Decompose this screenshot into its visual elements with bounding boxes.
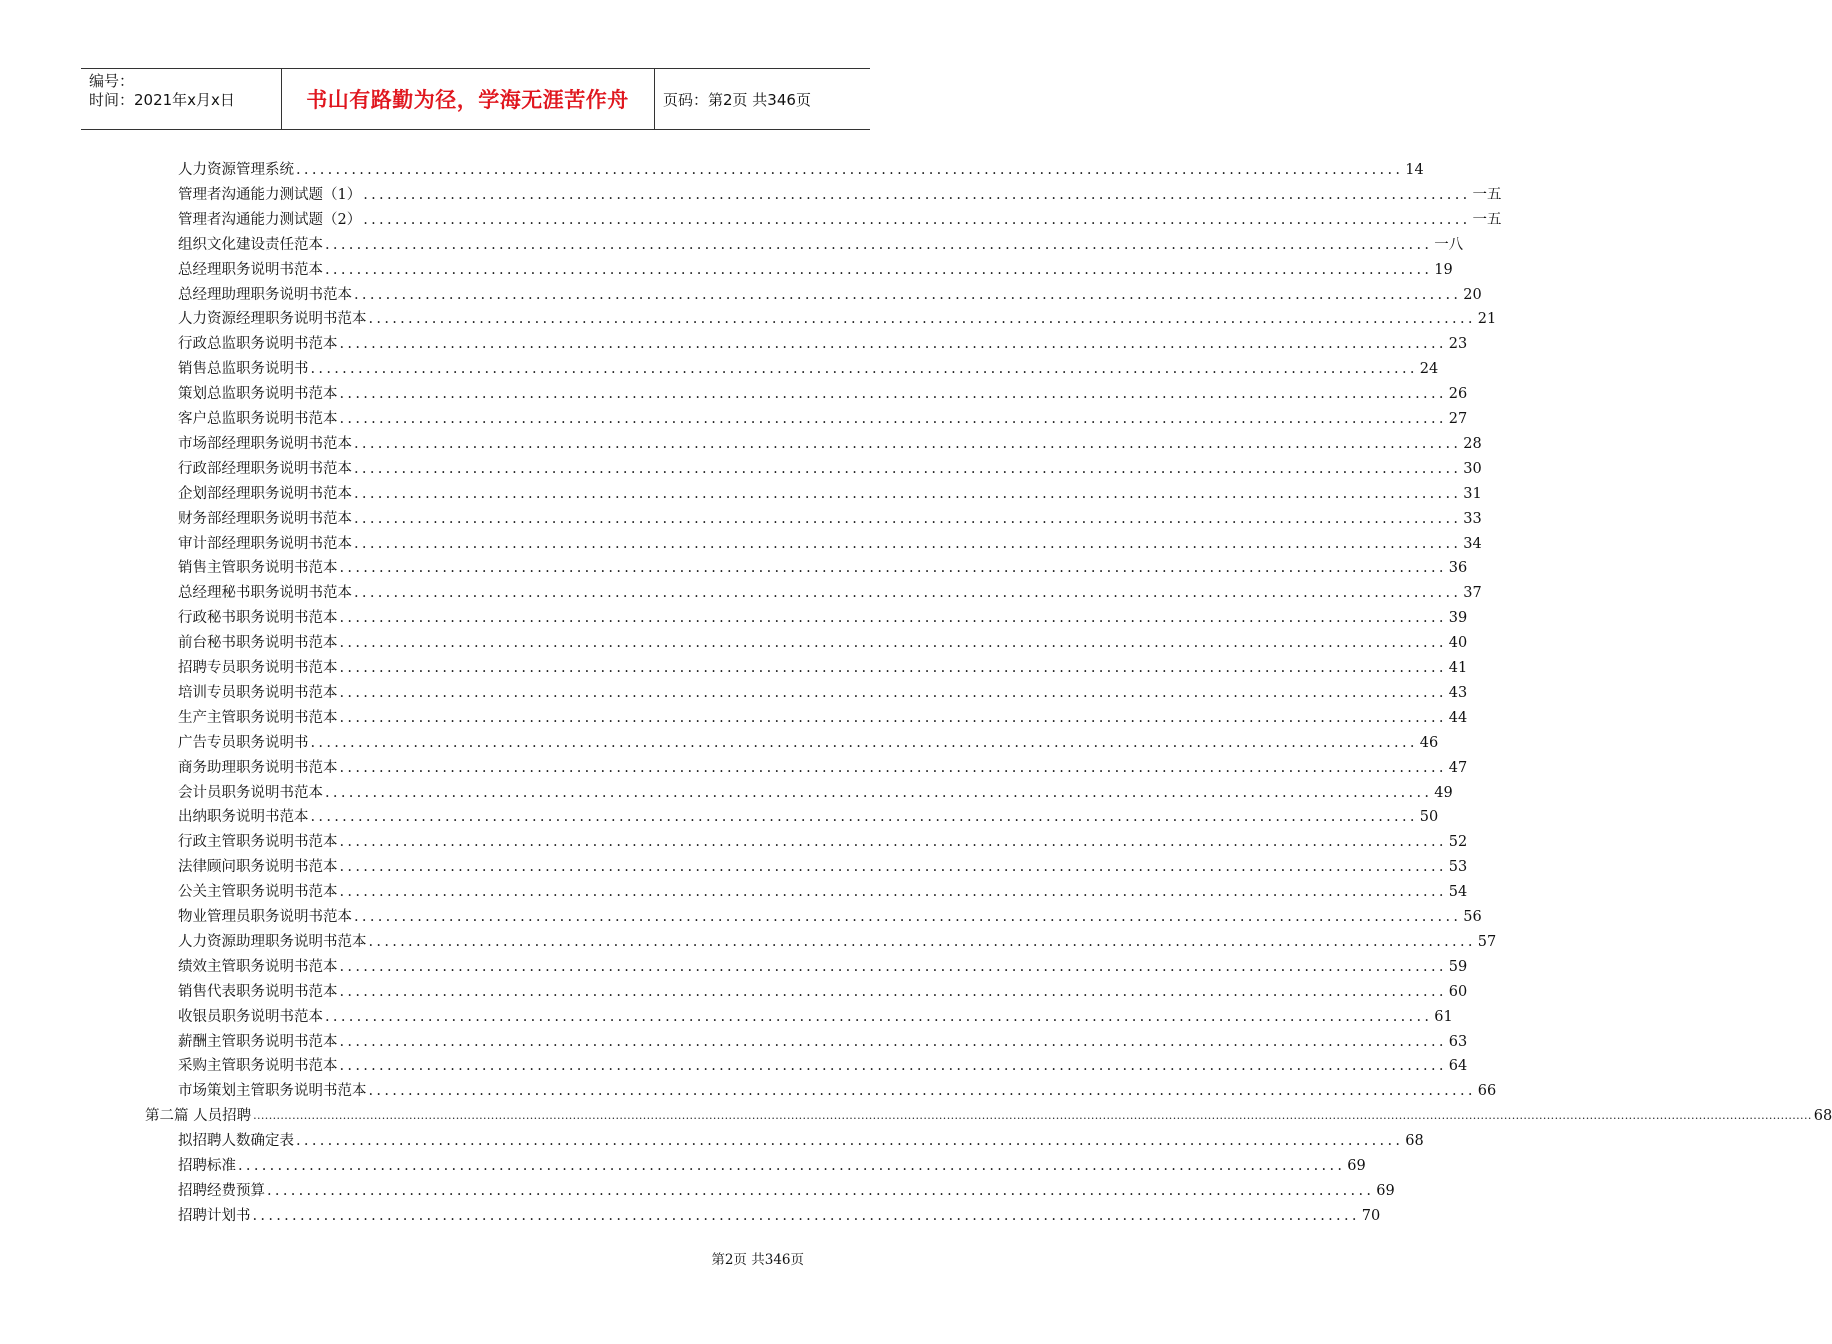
toc-entry-page: 66 xyxy=(1477,1083,1497,1100)
toc-entry-page: 一五 xyxy=(1472,186,1502,203)
toc-entry[interactable] xyxy=(178,329,1468,354)
toc-leader-dots: ............................................................................................................................................ xyxy=(339,635,1447,652)
header-divider xyxy=(654,69,655,129)
toc-entry-page: 64 xyxy=(1448,1058,1468,1075)
toc-leader-dots: ............................................................................................................................................ xyxy=(354,535,1462,552)
toc-entry[interactable] xyxy=(178,927,1497,952)
toc-entry-title: 绩效主管职务说明书范本 xyxy=(178,958,338,975)
toc-entry-title: 企划部经理职务说明书范本 xyxy=(178,485,352,502)
toc-entry[interactable] xyxy=(178,653,1468,678)
toc-entry-title: 市场部经理职务说明书范本 xyxy=(178,435,352,452)
toc-leader-dots: ............................................................................................................................................ xyxy=(368,311,1476,328)
toc-leader-dots: ............................................................................................................................................ xyxy=(310,361,1418,378)
toc-leader-dots: ............................................................................................................................................ xyxy=(363,186,1471,203)
toc-entry-title: 销售主管职务说明书范本 xyxy=(178,560,338,577)
toc-entry[interactable] xyxy=(178,155,1424,180)
toc-entry-title: 第二篇 人员招聘 xyxy=(145,1108,252,1125)
toc-entry[interactable] xyxy=(178,180,1502,205)
footer-page-number: 第2页 共346页 xyxy=(711,1252,804,1268)
toc-entry[interactable] xyxy=(178,1176,1395,1201)
toc-entry-page: 47 xyxy=(1448,759,1468,776)
toc-entry-page: 68 xyxy=(1405,1133,1424,1150)
toc-entry-page: 57 xyxy=(1477,933,1497,950)
toc-entry-page: 31 xyxy=(1463,485,1482,502)
toc-leader-dots: ............................................................................................................................................ xyxy=(310,809,1418,826)
page-header xyxy=(81,68,870,130)
toc-entry-page: 70 xyxy=(1361,1207,1381,1224)
toc-entry-title: 招聘经费预算 xyxy=(178,1182,265,1199)
toc-entry[interactable] xyxy=(178,454,1482,479)
toc-entry-page: 14 xyxy=(1405,162,1424,178)
toc-entry[interactable] xyxy=(178,827,1468,852)
toc-leader-dots: ............................................................................................................................................ xyxy=(325,784,1433,801)
toc-leader-dots: ............................................................................................................................................ xyxy=(310,734,1418,751)
toc-entry-page: 20 xyxy=(1463,286,1482,303)
toc-entry-title: 总经理职务说明书范本 xyxy=(178,261,323,278)
toc-entry[interactable] xyxy=(178,205,1502,230)
toc-entry[interactable] xyxy=(178,753,1468,778)
toc-leader-dots: ............................................................................................................................................ xyxy=(339,709,1447,726)
header-meta xyxy=(89,72,279,110)
toc-leader-dots: ............................................................................................................................................ xyxy=(339,411,1447,427)
toc-entry-title: 销售代表职务说明书范本 xyxy=(178,983,338,1000)
toc-leader-dots: ............................................................................................................................................ xyxy=(339,560,1447,577)
time-label: 时间：2021年x月x日 xyxy=(89,91,235,109)
toc-leader-dots: ............................................................................................................................................ xyxy=(339,958,1447,975)
toc-leader-dots: ............................................................................................................................................ xyxy=(354,435,1462,452)
toc-entry[interactable] xyxy=(178,354,1439,379)
toc-entry-page: 69 xyxy=(1347,1158,1366,1174)
toc-entry-title: 客户总监职务说明书范本 xyxy=(178,411,338,427)
toc-entry-page: 24 xyxy=(1419,361,1439,378)
toc-entry-page: 36 xyxy=(1448,560,1468,577)
toc-entry[interactable] xyxy=(178,952,1468,977)
toc-entry[interactable] xyxy=(178,529,1482,554)
toc-entry[interactable] xyxy=(178,578,1482,603)
toc-entry-page: 40 xyxy=(1448,635,1468,652)
toc-entry-title: 招聘标准 xyxy=(178,1158,236,1174)
toc-leader-dots: ............................................................................................................................................ xyxy=(325,1008,1433,1025)
toc-entry-title: 会计员职务说明书范本 xyxy=(178,784,323,801)
toc-entry[interactable] xyxy=(178,553,1468,578)
toc-section-heading[interactable] xyxy=(145,1101,1832,1126)
toc-entry-title: 市场策划主管职务说明书范本 xyxy=(178,1083,367,1100)
toc-entry[interactable] xyxy=(178,703,1468,728)
toc-entry-title: 人力资源管理系统 xyxy=(178,162,294,178)
toc-entry-title: 策划总监职务说明书范本 xyxy=(178,386,338,403)
toc-entry-title: 广告专员职务说明书 xyxy=(178,734,309,751)
toc-entry-title: 组织文化建设责任范本 xyxy=(178,236,323,253)
toc-leader-dots: ............................................................................................................................................ xyxy=(354,909,1462,925)
toc-entry[interactable] xyxy=(178,479,1482,504)
toc-entry-page: 63 xyxy=(1448,1033,1468,1050)
toc-entry-page: 27 xyxy=(1448,411,1468,427)
toc-entry[interactable] xyxy=(178,280,1482,305)
toc-entry-page: 37 xyxy=(1463,585,1482,602)
toc-entry[interactable] xyxy=(178,255,1453,280)
toc-entry[interactable] xyxy=(178,902,1482,927)
toc-leader-dots: ............................................................................................................................................ xyxy=(363,211,1471,228)
toc-entry-page: 59 xyxy=(1448,958,1468,975)
toc-entry-title: 生产主管职务说明书范本 xyxy=(178,709,338,726)
toc-entry-page: 19 xyxy=(1434,261,1453,278)
toc-leader-dots: ............................................................................................................................................ xyxy=(354,510,1462,527)
toc-entry-page: 52 xyxy=(1448,834,1468,851)
toc-leader-dots: ............................................................................................................................................ xyxy=(339,610,1447,627)
toc-leader-dots: ............................................................................................................................................ xyxy=(339,834,1447,851)
toc-entry[interactable] xyxy=(178,852,1468,877)
toc-entry-page: 60 xyxy=(1448,983,1468,1000)
toc-leader-dots: ............................................................................................................................................ xyxy=(339,759,1447,776)
toc-entry-title: 收银员职务说明书范本 xyxy=(178,1008,323,1025)
toc-entry[interactable] xyxy=(178,379,1468,404)
toc-entry-page: 50 xyxy=(1419,809,1439,826)
toc-entry-title: 物业管理员职务说明书范本 xyxy=(178,909,352,925)
toc-entry-title: 前台秘书职务说明书范本 xyxy=(178,635,338,652)
toc-entry[interactable] xyxy=(178,1027,1468,1052)
toc-entry[interactable] xyxy=(178,1076,1497,1101)
toc-entry-title: 总经理秘书职务说明书范本 xyxy=(178,585,352,602)
toc-entry[interactable] xyxy=(178,1002,1453,1027)
toc-entry-page: 一八 xyxy=(1434,236,1464,253)
toc-leader-dots: ............................................................................................................................................ xyxy=(252,1207,1360,1224)
toc-entry-page: 49 xyxy=(1434,784,1453,801)
toc-entry[interactable] xyxy=(178,678,1468,703)
toc-entry-title: 行政秘书职务说明书范本 xyxy=(178,610,338,627)
toc-entry[interactable] xyxy=(178,504,1482,529)
toc-leader-dots: ................................................................................................................................................................................................................................................................................................................................................................................................................ xyxy=(253,1109,1812,1123)
toc-entry-page: 54 xyxy=(1448,884,1468,901)
toc-leader-dots: ............................................................................................................................................ xyxy=(368,933,1476,950)
toc-leader-dots: ............................................................................................................................................ xyxy=(339,1033,1447,1050)
toc-entry[interactable] xyxy=(178,1051,1468,1076)
toc-leader-dots: ............................................................................................................................................ xyxy=(339,1058,1447,1075)
toc-leader-dots: ............................................................................................................................................ xyxy=(354,460,1462,477)
toc-entry-title: 招聘计划书 xyxy=(178,1207,251,1224)
toc-entry-title: 行政主管职务说明书范本 xyxy=(178,834,338,851)
toc-leader-dots: ............................................................................................................................................ xyxy=(296,162,1404,178)
toc-entry-page: 30 xyxy=(1463,460,1482,477)
toc-entry-page: 68 xyxy=(1813,1108,1832,1125)
toc-entry[interactable] xyxy=(178,877,1468,902)
header-page-info: 页码：第2页 共346页 xyxy=(663,90,811,109)
toc-leader-dots: ............................................................................................................................................ xyxy=(368,1083,1476,1100)
toc-leader-dots: ............................................................................................................................................ xyxy=(354,585,1462,602)
toc-entry-page: 28 xyxy=(1463,435,1482,452)
toc-entry-page: 46 xyxy=(1419,734,1439,751)
toc-entry-title: 公关主管职务说明书范本 xyxy=(178,884,338,901)
toc-entry-title: 审计部经理职务说明书范本 xyxy=(178,535,352,552)
toc-entry-title: 薪酬主管职务说明书范本 xyxy=(178,1033,338,1050)
toc-entry-page: 23 xyxy=(1448,336,1468,353)
toc-leader-dots: ............................................................................................................................................ xyxy=(325,261,1433,278)
toc-leader-dots: ............................................................................................................................................ xyxy=(339,983,1447,1000)
toc-entry[interactable] xyxy=(178,802,1439,827)
toc-leader-dots: ............................................................................................................................................ xyxy=(339,684,1447,701)
toc-entry-title: 管理者沟通能力测试题（2） xyxy=(178,211,362,228)
toc-entry-title: 人力资源助理职务说明书范本 xyxy=(178,933,367,950)
toc-leader-dots: ............................................................................................................................................ xyxy=(339,660,1447,676)
toc-entry-title: 采购主管职务说明书范本 xyxy=(178,1058,338,1075)
toc-leader-dots: ............................................................................................................................................ xyxy=(354,286,1462,303)
toc-entry-page: 34 xyxy=(1463,535,1482,552)
toc-entry[interactable] xyxy=(178,1201,1381,1226)
toc-entry-title: 招聘专员职务说明书范本 xyxy=(178,660,338,676)
toc-entry[interactable] xyxy=(178,778,1453,803)
toc-leader-dots: ............................................................................................................................................ xyxy=(267,1182,1375,1199)
toc-entry-page: 21 xyxy=(1477,311,1497,328)
toc-entry-title: 拟招聘人数确定表 xyxy=(178,1133,294,1150)
toc-leader-dots: ............................................................................................................................................ xyxy=(325,236,1433,253)
toc-entry-page: 41 xyxy=(1448,660,1468,676)
toc-entry-title: 法律顾问职务说明书范本 xyxy=(178,859,338,876)
toc-entry[interactable] xyxy=(178,1126,1424,1151)
toc-leader-dots: ............................................................................................................................................ xyxy=(238,1158,1346,1174)
toc-entry[interactable] xyxy=(178,304,1497,329)
number-label: 编号： xyxy=(89,72,135,90)
toc-entry-page: 43 xyxy=(1448,684,1468,701)
toc-entry-page: 61 xyxy=(1434,1008,1453,1025)
toc-entry-title: 行政部经理职务说明书范本 xyxy=(178,460,352,477)
toc-leader-dots: ............................................................................................................................................ xyxy=(354,485,1462,502)
toc-entry-title: 商务助理职务说明书范本 xyxy=(178,759,338,776)
toc-entry[interactable] xyxy=(178,429,1482,454)
toc-entry-title: 培训专员职务说明书范本 xyxy=(178,684,338,701)
toc-entry[interactable] xyxy=(178,628,1468,653)
toc-entry-title: 人力资源经理职务说明书范本 xyxy=(178,311,367,328)
toc-entry-page: 26 xyxy=(1448,386,1468,403)
toc-leader-dots: ............................................................................................................................................ xyxy=(339,884,1447,901)
toc-entry-page: 39 xyxy=(1448,610,1468,627)
toc-entry[interactable] xyxy=(178,1151,1366,1176)
toc-entry-page: 53 xyxy=(1448,859,1468,876)
toc-entry-title: 总经理助理职务说明书范本 xyxy=(178,286,352,303)
toc-entry-title: 出纳职务说明书范本 xyxy=(178,809,309,826)
toc-entry[interactable] xyxy=(178,977,1468,1002)
toc-entry-page: 44 xyxy=(1448,709,1468,726)
toc-entry[interactable] xyxy=(178,728,1439,753)
toc-leader-dots: ............................................................................................................................................ xyxy=(296,1133,1404,1150)
toc-entry-title: 行政总监职务说明书范本 xyxy=(178,336,338,353)
toc-entry-page: 56 xyxy=(1463,909,1482,925)
toc-entry-title: 管理者沟通能力测试题（1） xyxy=(178,186,362,203)
toc-leader-dots: ............................................................................................................................................ xyxy=(339,859,1447,876)
header-motto: 书山有路勤为径，学海无涯苦作舟 xyxy=(306,88,629,112)
toc-entry[interactable] xyxy=(178,404,1468,429)
toc-leader-dots: ............................................................................................................................................ xyxy=(339,386,1447,403)
toc-entry[interactable] xyxy=(178,230,1464,255)
toc-entry-page: 33 xyxy=(1463,510,1482,527)
toc-entry[interactable] xyxy=(178,603,1468,628)
toc-entry-title: 销售总监职务说明书 xyxy=(178,361,309,378)
toc-entry-page: 一五 xyxy=(1472,211,1502,228)
toc-entry-title: 财务部经理职务说明书范本 xyxy=(178,510,352,527)
toc-entry-page: 69 xyxy=(1376,1182,1395,1199)
toc-leader-dots: ............................................................................................................................................ xyxy=(339,336,1447,353)
